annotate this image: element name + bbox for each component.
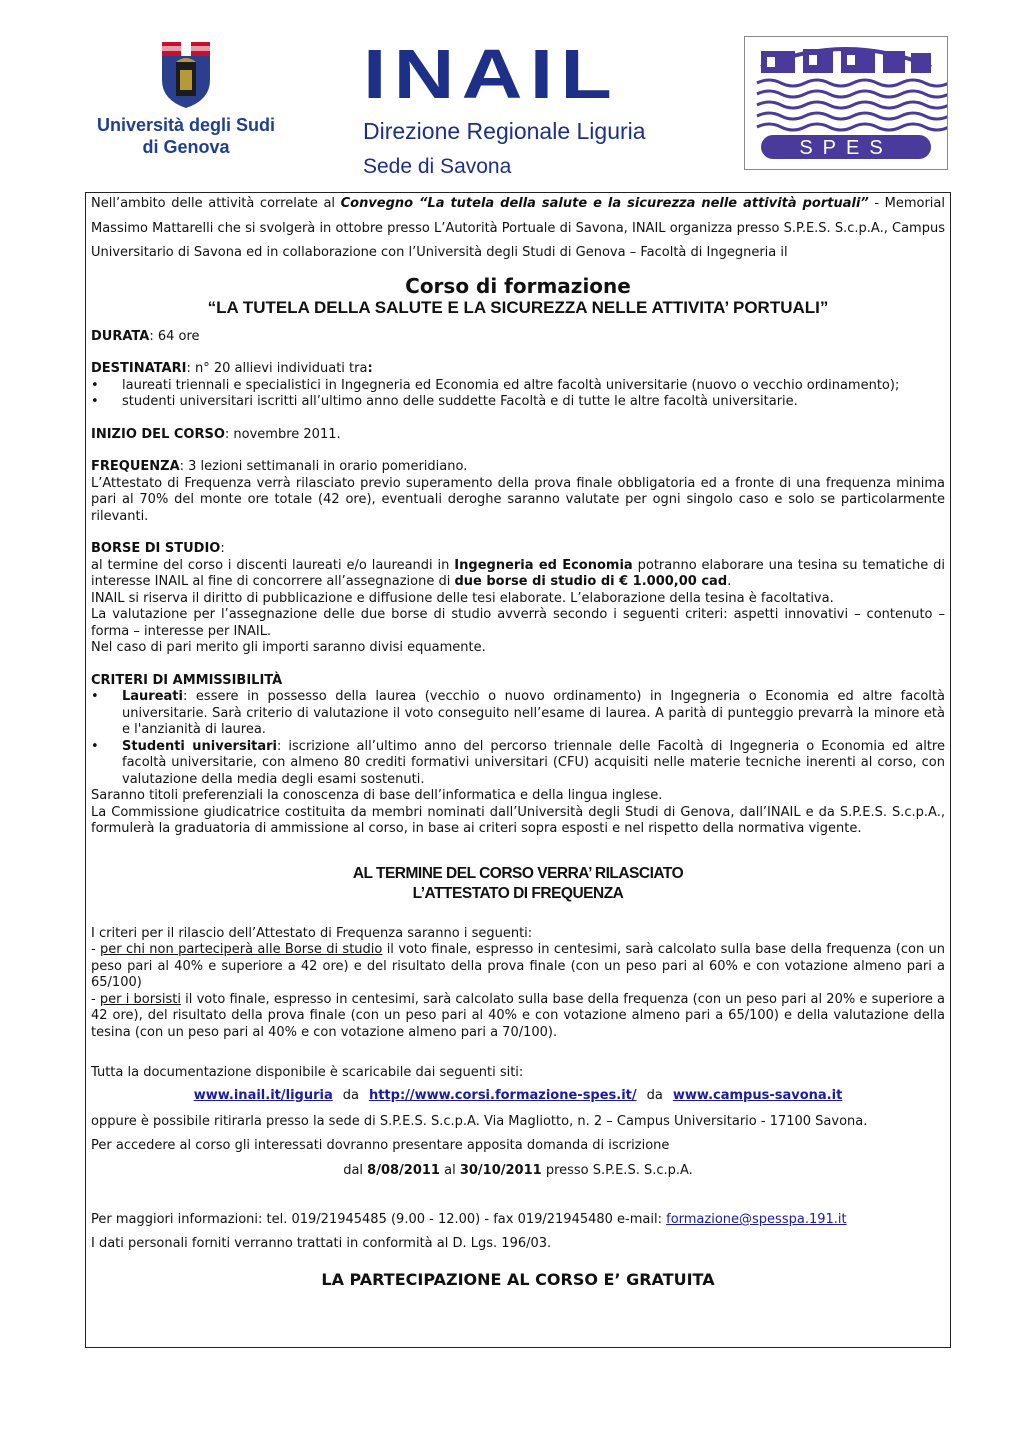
criteri-item-text: : iscrizione all’ultimo anno del percorso triennale delle Facoltà di Ingegneria o Economia ed altre facoltà universitarie, con almeno 80 crediti formativi universitari (CFU) acquisiti nelle materie tecniche inerenti al corso, con valutazione della media degli esami sostenuti. (122, 738, 945, 787)
link-separator: da (646, 1087, 663, 1103)
frequenza-line (91, 459, 945, 476)
criteri-item-label: Studenti universitari (122, 738, 278, 754)
docs-domanda: Per accedere al corso gli interessati dovranno presentare apposita domanda di iscrizione (91, 1138, 670, 1153)
frequenza-value: : 3 lezioni settimanali in orario pomeridiano. (179, 459, 468, 474)
inizio-value: : novembre 2011. (224, 426, 341, 442)
university-name-line2: di Genova (142, 137, 230, 157)
attestato-criterion-1 (91, 942, 945, 992)
durata-label: DURATA (91, 328, 150, 344)
attestato-title (91, 864, 945, 904)
intro-text-1: Nell’ambito delle attività correlate al (91, 196, 341, 211)
inail-direction: Direzione Regionale Liguria (363, 118, 646, 144)
attestato-criterion-2 (91, 992, 945, 1042)
borse-heading (91, 541, 945, 558)
link-campus-savona[interactable]: www.campus-savona.it (672, 1087, 843, 1103)
destinatari-item: • laureati triennali e specialistici in Ingegneria ed Economia ed altre facoltà universitarie (nuovo o vecchio ordinamento); (91, 378, 945, 395)
contact-email-link[interactable]: formazione@spesspa.191.it (666, 1212, 847, 1227)
university-crest-icon (160, 40, 212, 110)
borse-text: . (727, 574, 732, 589)
borse-paragraph-1 (91, 558, 945, 591)
dates-text: dal (343, 1163, 368, 1178)
contact-line (91, 1208, 945, 1232)
university-logo (86, 40, 286, 158)
final-statement: LA PARTECIPAZIONE AL CORSO E’ GRATUITA (321, 1270, 715, 1289)
destinatari-item: • studenti universitari iscritti all’ultimo anno delle suddette Facoltà e di tutte le altre facoltà universitarie. (91, 394, 945, 411)
docs-intro: Tutta la documentazione disponibile è scaricabile dai seguenti siti: (91, 1065, 524, 1080)
frequenza-text: L’Attestato di Frequenza verrà rilasciato previo superamento della prova finale obbligatoria ed a fronte di una frequenza minima pari al 70% del monte ore totale (42 ore), eventuali deroghe saranno valutate per ogni singolo caso e solo se particolarmente rilevanti. (91, 475, 945, 524)
inail-logo-text: INAIL (363, 44, 619, 102)
destinatari-line (91, 361, 945, 378)
docs-ritiro: oppure è possibile ritirarla presso la sede di S.P.E.S. S.c.p.A. Via Magliotto, n. 2 – Campus Universitario - 17100 Savona. (91, 1114, 868, 1129)
destinatari-value: : n° 20 allievi individuati tra (186, 361, 368, 376)
intro-paragraph (91, 192, 945, 266)
docs-dates (91, 1158, 945, 1184)
borse-paragraph-4: Nel caso di pari merito gli importi saranno divisi equamente. (91, 640, 486, 655)
link-separator: da (342, 1087, 359, 1103)
borse-label: BORSE DI STUDIO (91, 541, 221, 556)
borse-colon: : (220, 541, 225, 556)
inail-wordmark (363, 44, 623, 102)
borse-text: al termine del corso i discenti laureati e/o laureandi in (91, 557, 455, 573)
page-header (0, 0, 1024, 190)
destinatari-label: DESTINATARI (91, 361, 187, 376)
inail-office: Sede di Savona (363, 155, 512, 178)
criteri-item-text: : essere in possesso della laurea (vecchio o nuovo ordinamento) in Ingegneria o Economia ed altre facoltà universitarie. Sarà criterio di valutazione il voto conseguito nell’esame di laurea. A parità di punteggio prevarrà la minore età e l'anzianità di laurea. (122, 689, 945, 737)
borse-amount: due borse di studio di € 1.000,00 cad (454, 574, 728, 589)
criterion-underlined: per chi non parteciperà alle Borse di studio (100, 942, 383, 957)
inail-logo (363, 44, 646, 179)
attestato-intro: I criteri per il rilascio dell’Attestato di Frequenza saranno i seguenti: (91, 925, 533, 941)
criteri-item-studenti (91, 739, 945, 789)
attestato-title-line2: L’ATTESTATO DI FREQUENZA (412, 884, 624, 902)
spes-logo-text: SPES (799, 137, 893, 159)
document-body (91, 192, 945, 1289)
privacy-note: I dati personali forniti verranno trattati in conformità al D. Lgs. 196/03. (91, 1236, 552, 1251)
criterion-text: il voto finale, espresso in centesimi, sarà calcolato sulla base della frequenza (con un peso pari al 40% e superiore a 42 ore) e del risultato della prova finale (con un peso pari al 60% e con votazione almeno pari a 65/100) (91, 942, 945, 990)
attestato-title-line1: AL TERMINE DEL CORSO VERRA’ RILASCIATO (352, 864, 684, 882)
criteri-paragraph-2: La Commissione giudicatrice costituita da membri nominati dall’Università degli Studi di Genova, dall’INAIL e da S.P.E.S. S.c.p.A., formulerà la graduatoria di ammissione al corso, in base ai criteri sopra esposti e nel rispetto della normativa vigente. (91, 804, 945, 836)
borse-paragraph-2: INAIL si riserva il diritto di pubblicazione e diffusione delle tesi elaborate. L’elaborazione della tesina è facoltativa. (91, 590, 834, 606)
university-name-line1: Università degli Sudi (96, 115, 276, 135)
criteri-item-laureati (91, 689, 945, 739)
criterion-underlined: per i borsisti (99, 991, 181, 1007)
borse-faculties: Ingegneria ed Economia (454, 557, 633, 573)
intro-text-2: - Memorial Massimo Mattarelli che si svolgerà in ottobre presso L’Autorità Portuale di Savona, INAIL organizza presso S.P.E.S. S.c.p.A., Campus Universitario di Savona ed in collaborazione con l’Università degli Studi di Genova – Facoltà di Ingegneria il (91, 196, 945, 260)
destinatari-colon: : (367, 361, 373, 376)
frequenza-label: FREQUENZA (91, 459, 180, 474)
criteri-paragraph-1: Saranno titoli preferenziali la conoscenza di base dell’informatica e della lingua inglese. (91, 788, 663, 803)
link-corsi-spes[interactable]: http://www.corsi.formazione-spes.it/ (368, 1087, 637, 1103)
criteri-item-label: Laureati (122, 689, 183, 704)
criteri-label: CRITERI DI AMMISSIBILITÀ (91, 672, 283, 688)
docs-links (91, 1088, 945, 1105)
durata-value: : 64 ore (149, 328, 200, 344)
criterion-prefix: - (91, 991, 100, 1007)
dates-text: al (439, 1163, 460, 1178)
date-end: 30/10/2011 (459, 1163, 542, 1178)
inizio-line (91, 427, 945, 444)
intro-convegno: Convegno “La tutela della salute e la sicurezza nelle attività portuali” (340, 196, 869, 211)
page-title: Corso di formazione (405, 273, 631, 298)
spes-logo (744, 36, 948, 170)
date-start: 8/08/2011 (367, 1163, 440, 1178)
contact-text: Per maggiori informazioni: tel. 019/21945485 (9.00 - 12.00) - fax 019/21945480 e-mail: (91, 1212, 667, 1227)
link-inail-liguria[interactable]: www.inail.it/liguria (193, 1087, 333, 1103)
durata-line (91, 329, 945, 346)
borse-text: potranno elaborare una tesina su tematiche di interesse INAIL al fine di concorrere all’assegnazione di (91, 557, 945, 589)
criteri-heading (91, 673, 945, 690)
dates-text: presso S.P.E.S. S.c.p.A. (541, 1163, 693, 1178)
inizio-label: INIZIO DEL CORSO (91, 426, 225, 442)
course-subtitle: “LA TUTELA DELLA SALUTE E LA SICUREZZA NELLE ATTIVITA’ PORTUALI” (207, 298, 829, 317)
criterion-prefix: - (91, 942, 101, 957)
university-name (86, 114, 286, 158)
spes-logo-graphic (745, 37, 947, 169)
criterion-text: il voto finale, espresso in centesimi, sarà calcolato sulla base della frequenza (con un peso pari al 20% e superiore a 42 ore), del risultato della prova finale (con un peso pari al 40% e con votazione almeno pari a 65/100) e della valutazione della tesina (con un peso pari al 40% e con votazione almeno pari a 70/100). (91, 991, 946, 1040)
borse-paragraph-3: La valutazione per l’assegnazione delle due borse di studio avverrà secondo i seguenti criteri: aspetti innovativi – contenuto – forma – interesse per INAIL. (91, 607, 945, 639)
